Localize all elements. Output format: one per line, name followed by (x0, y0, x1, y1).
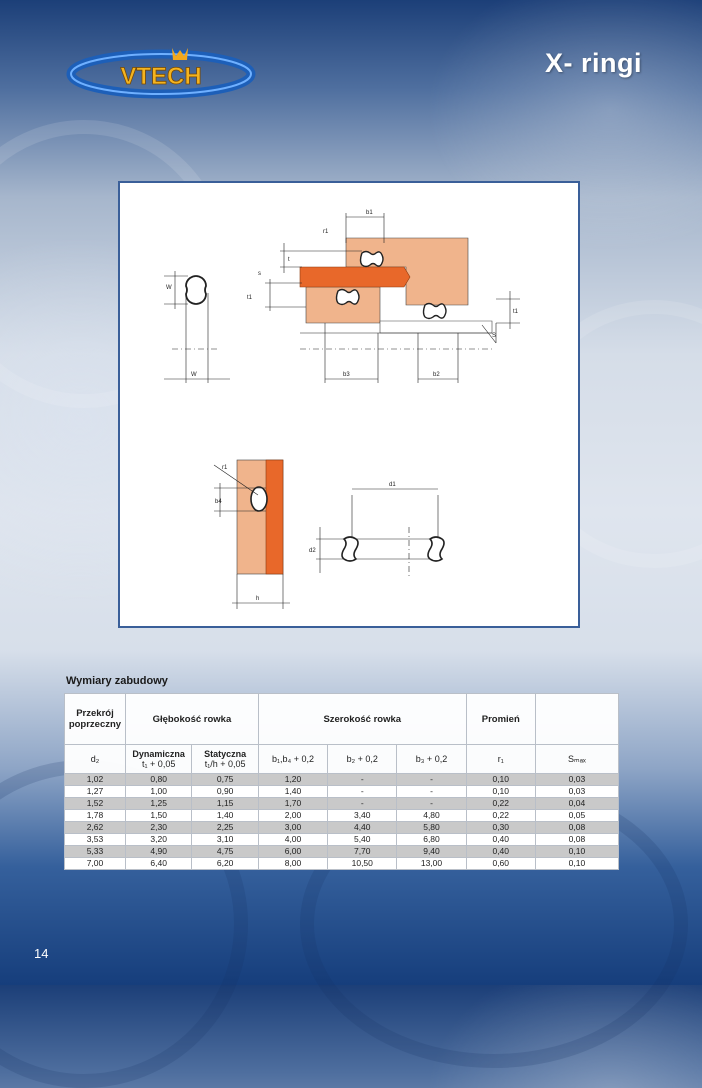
header-statyczna (192, 745, 258, 774)
header-d2: d₂ (65, 745, 126, 774)
label-b4: b4 (215, 499, 222, 505)
header-smax: Sₘₐₓ (535, 745, 618, 774)
table-cell: 0,40 (466, 834, 535, 846)
page-number: 14 (34, 946, 49, 961)
table-cell: 5,80 (397, 822, 466, 834)
header-statyczna-label: Statyczna (204, 749, 247, 759)
table-cell: 2,30 (125, 822, 191, 834)
vtech-logo (66, 44, 256, 100)
table-cell: 3,53 (65, 834, 126, 846)
table-cell: 2,62 (65, 822, 126, 834)
x-ring-top (361, 252, 384, 267)
label-b2: b2 (433, 372, 440, 378)
technical-drawing (118, 181, 580, 628)
dimensions-table-body (65, 774, 619, 870)
table-cell: 0,08 (535, 822, 618, 834)
header-szerokosc: Szerokość rowka (258, 694, 466, 745)
dimensions-table (64, 693, 619, 870)
table-cell: 8,00 (258, 858, 327, 870)
table-cell: - (397, 786, 466, 798)
header-dynamiczna-tol: t₁ + 0,05 (142, 759, 176, 769)
x-ring-section (186, 276, 206, 304)
header-dynamiczna (125, 745, 191, 774)
label-r1-lower: r1 (222, 465, 228, 471)
label-t1-right: t1 (513, 309, 519, 315)
x-ring-groove (251, 487, 267, 511)
table-cell: 3,10 (192, 834, 258, 846)
label-t: t (288, 257, 290, 263)
table-cell: 0,03 (535, 786, 618, 798)
section-title: Wymiary zabudowy (66, 675, 168, 687)
label-h: h (256, 596, 260, 602)
table-cell: 0,60 (466, 858, 535, 870)
table-cell: 7,70 (328, 846, 397, 858)
table-cell: 3,20 (125, 834, 191, 846)
table-cell: 6,80 (397, 834, 466, 846)
gland (380, 321, 492, 333)
table-cell: 0,22 (466, 798, 535, 810)
table-cell: 4,40 (328, 822, 397, 834)
table-cell: 4,75 (192, 846, 258, 858)
table-row (65, 834, 619, 846)
table-cell: 3,40 (328, 810, 397, 822)
table-cell: 5,33 (65, 846, 126, 858)
table-cell: 2,00 (258, 810, 327, 822)
table-cell: 1,02 (65, 774, 126, 786)
table-cell: 0,03 (535, 774, 618, 786)
table-row (65, 798, 619, 810)
groove-wall (266, 460, 283, 574)
table-cell: 6,40 (125, 858, 191, 870)
table-cell: - (328, 798, 397, 810)
table-cell: 1,20 (258, 774, 327, 786)
header-b1b4: b₁,b₄ + 0,2 (258, 745, 327, 774)
table-cell: 1,50 (125, 810, 191, 822)
table-cell: 3,00 (258, 822, 327, 834)
table-cell: 0,30 (466, 822, 535, 834)
table-cell: 0,75 (192, 774, 258, 786)
table-cell: 13,00 (397, 858, 466, 870)
page-title: X- ringi (545, 48, 642, 78)
table-cell: 1,00 (125, 786, 191, 798)
rod (300, 267, 410, 287)
table-row (65, 858, 619, 870)
table-row (65, 822, 619, 834)
table-row (65, 774, 619, 786)
table-cell: 0,08 (535, 834, 618, 846)
table-cell: 1,25 (125, 798, 191, 810)
table-cell: - (328, 774, 397, 786)
table-row (65, 810, 619, 822)
table-cell: 5,40 (328, 834, 397, 846)
x-ring-right (424, 304, 447, 319)
header-empty (535, 694, 618, 745)
table-cell: 1,52 (65, 798, 126, 810)
label-W-vertical: W (166, 285, 172, 291)
label-d1: d1 (389, 482, 396, 488)
header-statyczna-tol: t₁/h + 0,05 (204, 759, 246, 769)
header-promien: Promień (466, 694, 535, 745)
table-row (65, 786, 619, 798)
table-cell: 0,10 (535, 858, 618, 870)
table-cell: 1,40 (258, 786, 327, 798)
label-S: S (492, 333, 497, 339)
table-cell: 1,78 (65, 810, 126, 822)
table-cell: 0,10 (466, 786, 535, 798)
table-cell: 0,40 (466, 846, 535, 858)
table-cell: 9,40 (397, 846, 466, 858)
table-cell: 2,25 (192, 822, 258, 834)
header-dynamiczna-label: Dynamiczna (132, 749, 185, 759)
table-cell: 0,10 (466, 774, 535, 786)
label-r1: r1 (323, 229, 329, 235)
table-cell: 1,40 (192, 810, 258, 822)
x-ring-middle (337, 290, 360, 305)
label-d2: d2 (309, 548, 316, 554)
table-cell: - (397, 798, 466, 810)
header-przekroj: Przekrój poprzeczny (65, 694, 126, 745)
table-cell: 0,10 (535, 846, 618, 858)
table-cell: 0,22 (466, 810, 535, 822)
label-W: W (191, 372, 197, 378)
table-cell: 0,90 (192, 786, 258, 798)
header-glebokosc: Głębokość rowka (125, 694, 258, 745)
table-cell: 1,70 (258, 798, 327, 810)
table-cell: 4,80 (397, 810, 466, 822)
table-cell: - (397, 774, 466, 786)
table-cell: 10,50 (328, 858, 397, 870)
table-cell: 6,20 (192, 858, 258, 870)
label-b3: b3 (343, 372, 350, 378)
table-cell: 0,05 (535, 810, 618, 822)
table-cell: 1,27 (65, 786, 126, 798)
label-b1: b1 (366, 210, 373, 216)
table-row (65, 846, 619, 858)
table-cell: 6,00 (258, 846, 327, 858)
header-b2: b₂ + 0,2 (328, 745, 397, 774)
label-t1: t1 (247, 295, 253, 301)
table-cell: 4,90 (125, 846, 191, 858)
table-cell: 0,04 (535, 798, 618, 810)
label-s: s (258, 271, 261, 277)
table-cell: 7,00 (65, 858, 126, 870)
logo-text: VTECH (120, 63, 202, 90)
header-b3: b₃ + 0,2 (397, 745, 466, 774)
table-cell: - (328, 786, 397, 798)
table-cell: 0,80 (125, 774, 191, 786)
table-cell: 4,00 (258, 834, 327, 846)
header-r1: r₁ (466, 745, 535, 774)
table-cell: 1,15 (192, 798, 258, 810)
